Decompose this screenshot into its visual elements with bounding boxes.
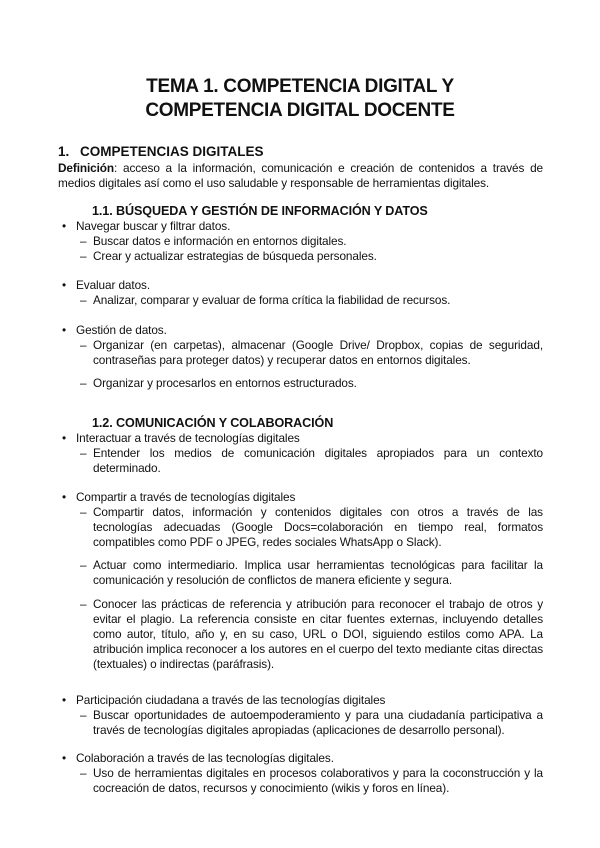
- definition-paragraph: [58, 161, 543, 191]
- section-title: COMPETENCIAS DIGITALES: [80, 144, 264, 159]
- subsection-heading-1-2: 1.2. COMUNICACIÓN Y COLABORACIÓN: [92, 416, 334, 430]
- sub-list-item: – Conocer las prácticas de referencia y atribución para reconocer el trabajo de otros y evitar el plagio. La referencia consiste en citar fuentes externas, incluyendo detalles como autor, título, año y, en su caso, URL o DOI, siguiendo estilos como APA. La atribución implica reconocer a los autores en el cuerpo del texto mediante citas directas (textuales) o indirectas (paráfrasis).: [80, 597, 543, 671]
- section-heading: [58, 144, 264, 159]
- sub-list-item: – Buscar oportunidades de autoempoderamiento y para una ciudadanía participativa a través de tecnologías digitales apropiadas (aplicaciones de desarrollo personal).: [80, 708, 543, 737]
- subsection-heading-1-1: 1.1. BÚSQUEDA Y GESTIÓN DE INFORMACIÓN Y DATOS: [92, 204, 428, 218]
- sub-list-item: – Crear y actualizar estrategias de búsqueda personales.: [80, 249, 377, 263]
- sub-list-item: – Entender los medios de comunicación digitales apropiados para un contexto determinado.: [80, 446, 543, 475]
- sub-list-item: – Actuar como intermediario. Implica usar herramientas tecnológicas para facilitar la comunicación y resolución de conflictos de manera eficiente y segura.: [80, 558, 543, 587]
- title-line-2: COMPETENCIA DIGITAL DOCENTE: [145, 100, 455, 121]
- title-line-1: TEMA 1. COMPETENCIA DIGITAL Y: [146, 76, 454, 97]
- sub-list-item: – Compartir datos, información y contenidos digitales con otros a través de las tecnologías adecuadas (Google Docs=colaboración en tiempo real, formatos compatibles como PDF o JPEG, redes sociales WhatsApp o Slack).: [80, 505, 543, 549]
- section-number: 1.: [58, 144, 70, 159]
- definition-text: : acceso a la información, comunicación e creación de contenidos a través de medios digitales así como el uso saludable y responsable de herramientas digitales.: [58, 161, 543, 190]
- sub-list-item: – Buscar datos e información en entornos digitales.: [80, 234, 347, 248]
- definition-label: Definición: [58, 161, 115, 175]
- sub-list-item: – Organizar y procesarlos en entornos estructurados.: [80, 376, 357, 390]
- sub-list-item: – Analizar, comparar y evaluar de forma crítica la fiabilidad de recursos.: [80, 293, 451, 307]
- document-title: [0, 75, 600, 123]
- sub-list-item: – Organizar (en carpetas), almacenar (Google Drive/ Dropbox, copias de seguridad, contraseñas para proteger datos) y recuperar datos en entornos digitales.: [80, 338, 543, 367]
- sub-list-item: – Uso de herramientas digitales en procesos colaborativos y para la coconstrucción y la cocreación de datos, recursos y conocimiento (wikis y foros en línea).: [80, 766, 543, 795]
- document-page: TEMA 1. COMPETENCIA DIGITAL Y COMPETENCIA DIGITAL DOCENTE 1. COMPETENCIAS DIGITALES Definición: acceso a la información, comunicación e creación de contenidos a través de medios digitales así como el uso saludable y responsable de herramientas digitales. 1.1. BÚSQUEDA Y GESTIÓN DE INFORMACIÓN Y DATOS Navegar buscar y filtrar datos. – Buscar datos e información en entornos digitales. – Crear y actualizar estrategias de búsqueda personales. Evaluar datos. – Analizar, comparar y evaluar de forma crítica la fiabilidad de recursos. Gestión de datos. – Organizar (en carpetas), almacenar (Google Drive/ Dropbox, copias de seguridad, contraseñas para proteger datos) y recuperar datos en entornos digitales. – Organizar y procesarlos en entornos estructurados. 1.2. COMUNICACIÓN Y COLABORACIÓN Interactuar a través de tecnologías digitales – Entender los medios de comunicación digitales apropiados para un contexto determinado. Compartir a través de tecnologías digitales – Compartir datos, información y contenidos digitales con otros a través de las tecnologías adecuadas (Google Docs=colaboración en tiempo real, formatos compatibles como PDF o JPEG, redes sociales WhatsApp o Slack). – Actuar como intermediario. Implica usar herramientas tecnológicas para facilitar la comunicación y resolución de conflictos de manera eficiente y segura. – Conocer las prácticas de referencia y atribución para reconocer el trabajo de otros y evitar el plagio. La referencia consiste en citar fuentes externas, incluyendo detalles como autor, título, año y, en su caso, URL o DOI, siguiendo estilos como APA. La atribución implica reconocer a los autores en el cuerpo del texto mediante citas directas (textuales) o indirectas (paráfrasis). Participación ciudadana a través de las tecnologías digitales – Buscar oportunidades de autoempoderamiento y para una ciudadanía participativa a través de tecnologías digitales apropiadas (aplicaciones de desarrollo personal). Colaboración a través de las tecnologías digitales. – Uso de herramientas digitales en procesos colaborativos y para la coconstrucción y la cocreación de datos, recursos y conocimiento (wikis y foros en línea).: [0, 0, 600, 848]
